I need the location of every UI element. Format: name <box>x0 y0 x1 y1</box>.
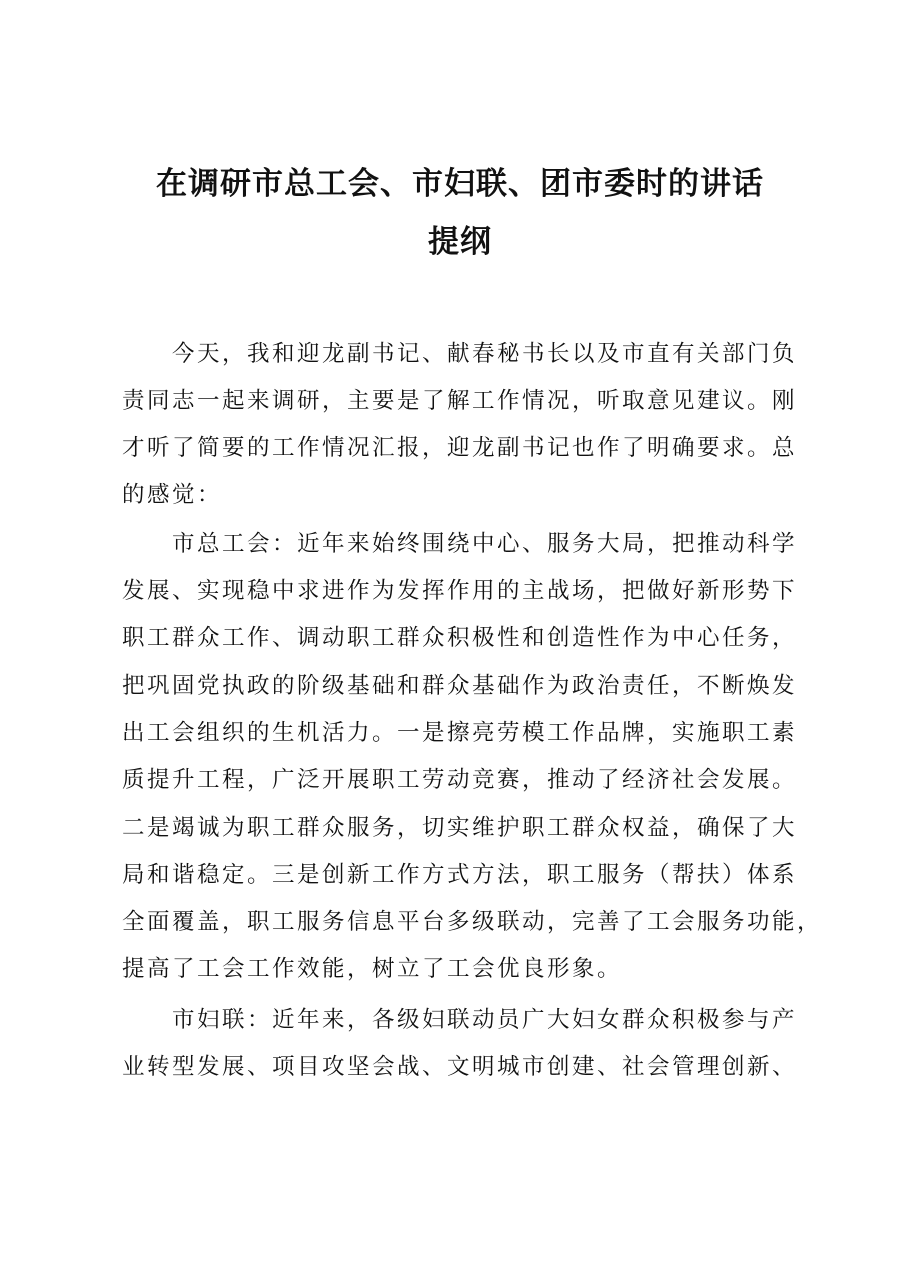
body-line: 二是竭诚为职工群众服务，切实维护职工群众权益，确保了大 <box>122 815 798 841</box>
body-line: 才听了简要的工作情况汇报，迎龙副书记也作了明确要求。总 <box>122 435 798 461</box>
body-line: 今天，我和迎龙副书记、献春秘书长以及市直有关部门负 <box>122 341 798 367</box>
body-line: 全面覆盖，职工服务信息平台多级联动，完善了工会服务功能， <box>122 909 823 935</box>
body-line: 出工会组织的生机活力。一是擦亮劳模工作品牌，实施职工素 <box>122 720 798 746</box>
body-line: 局和谐稳定。三是创新工作方式方法，职工服务（帮扶）体系 <box>122 862 798 888</box>
body-line: 的感觉： <box>122 482 223 508</box>
body-line: 责同志一起来调研，主要是了解工作情况，听取意见建议。刚 <box>122 388 798 414</box>
body-line: 把巩固党执政的阶级基础和群众基础作为政治责任，不断焕发 <box>122 673 798 699</box>
document-title-line-2: 提纲 <box>428 224 492 260</box>
body-line: 质提升工程，广泛开展职工劳动竞赛，推动了经济社会发展。 <box>122 767 798 793</box>
body-line: 提高了工会工作效能，树立了工会优良形象。 <box>122 956 623 982</box>
body-line: 市总工会：近年来始终围绕中心、服务大局，把推动科学 <box>122 531 798 557</box>
body-line: 业转型发展、项目攻坚会战、文明城市创建、社会管理创新、 <box>122 1054 798 1080</box>
body-line: 发展、实现稳中求进作为发挥作用的主战场，把做好新形势下 <box>122 578 798 604</box>
body-line: 职工群众工作、调动职工群众积极性和创造性作为中心任务， <box>122 625 798 651</box>
body-line: 市妇联：近年来，各级妇联动员广大妇女群众积极参与产 <box>122 1007 798 1033</box>
document-title-line-1: 在调研市总工会、市妇联、团市委时的讲话 <box>156 166 764 202</box>
